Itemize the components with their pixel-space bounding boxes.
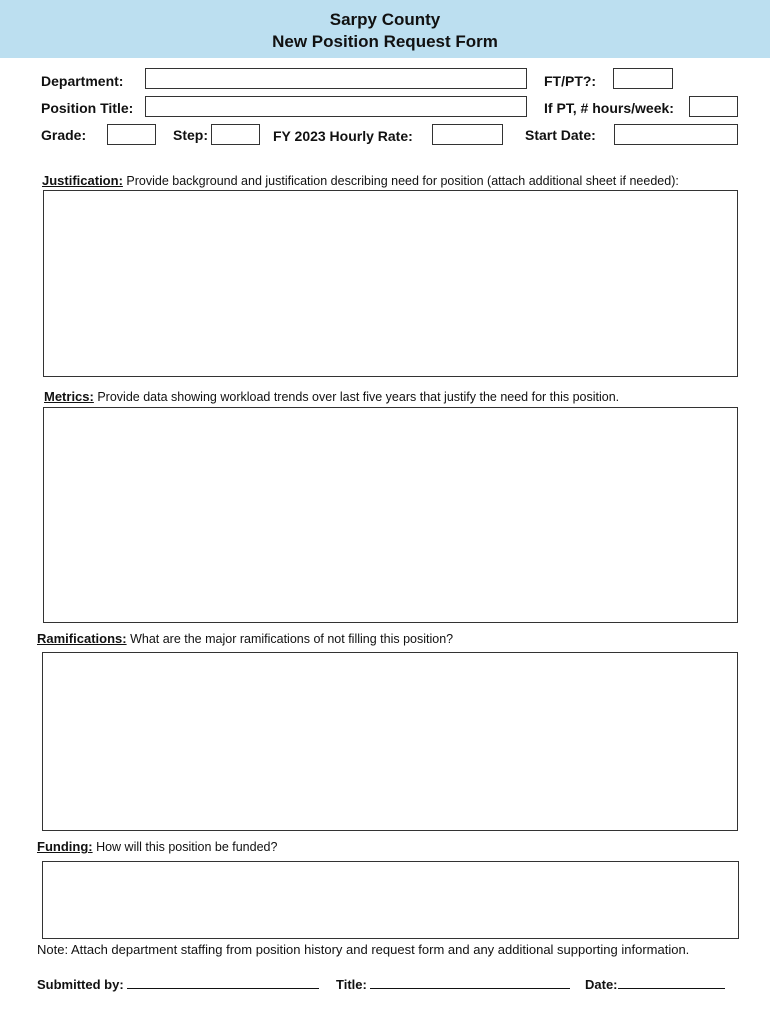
step-input[interactable] (211, 124, 260, 145)
funding-textarea[interactable] (42, 861, 739, 939)
hourly-rate-label: FY 2023 Hourly Rate: (273, 128, 413, 144)
department-label: Department: (41, 73, 124, 89)
submitted-by-label: Submitted by: (37, 977, 124, 992)
department-input[interactable] (145, 68, 527, 89)
position-title-label: Position Title: (41, 100, 134, 116)
metrics-textarea[interactable] (43, 407, 738, 623)
form-header (0, 0, 770, 58)
justification-textarea[interactable] (43, 190, 738, 377)
form-title: New Position Request Form (272, 32, 498, 51)
justification-text: Provide background and justification describing need for position (attach additional sheet if needed): (126, 174, 679, 188)
ramifications-text: What are the major ramifications of not filling this position? (130, 632, 454, 646)
date-line[interactable] (618, 976, 725, 989)
start-date-label: Start Date: (525, 127, 596, 143)
funding-prompt (37, 839, 277, 854)
ftpt-input[interactable] (613, 68, 673, 89)
submitted-by-line[interactable] (127, 976, 319, 989)
justification-heading: Justification: (42, 173, 123, 188)
ramifications-heading: Ramifications: (37, 631, 127, 646)
submitted-by-field[interactable] (37, 976, 319, 992)
step-label: Step: (173, 127, 208, 143)
grade-label: Grade: (41, 127, 87, 143)
hours-week-label: If PT, # hours/week: (544, 100, 674, 116)
grade-input[interactable] (107, 124, 156, 145)
funding-text: How will this position be funded? (96, 840, 278, 854)
funding-heading: Funding: (37, 839, 93, 854)
ramifications-textarea[interactable] (42, 652, 738, 831)
ftpt-label: FT/PT?: (544, 73, 597, 89)
title-label: Title: (336, 977, 367, 992)
org-name: Sarpy County (329, 10, 441, 29)
position-title-input[interactable] (145, 96, 527, 117)
metrics-prompt (44, 389, 619, 404)
attachment-note: Note: Attach department staffing from position history and request form and any additional supporting information. (37, 942, 690, 957)
metrics-heading: Metrics: (44, 389, 94, 404)
ramifications-prompt (37, 631, 453, 646)
title-field[interactable] (336, 976, 570, 992)
hourly-rate-input[interactable] (432, 124, 503, 145)
metrics-text: Provide data showing workload trends over last five years that justify the need for this position. (97, 390, 620, 404)
justification-prompt (42, 173, 679, 188)
date-field[interactable] (585, 976, 725, 992)
hours-week-input[interactable] (689, 96, 738, 117)
date-label: Date: (585, 977, 618, 992)
start-date-input[interactable] (614, 124, 738, 145)
title-line[interactable] (370, 976, 570, 989)
